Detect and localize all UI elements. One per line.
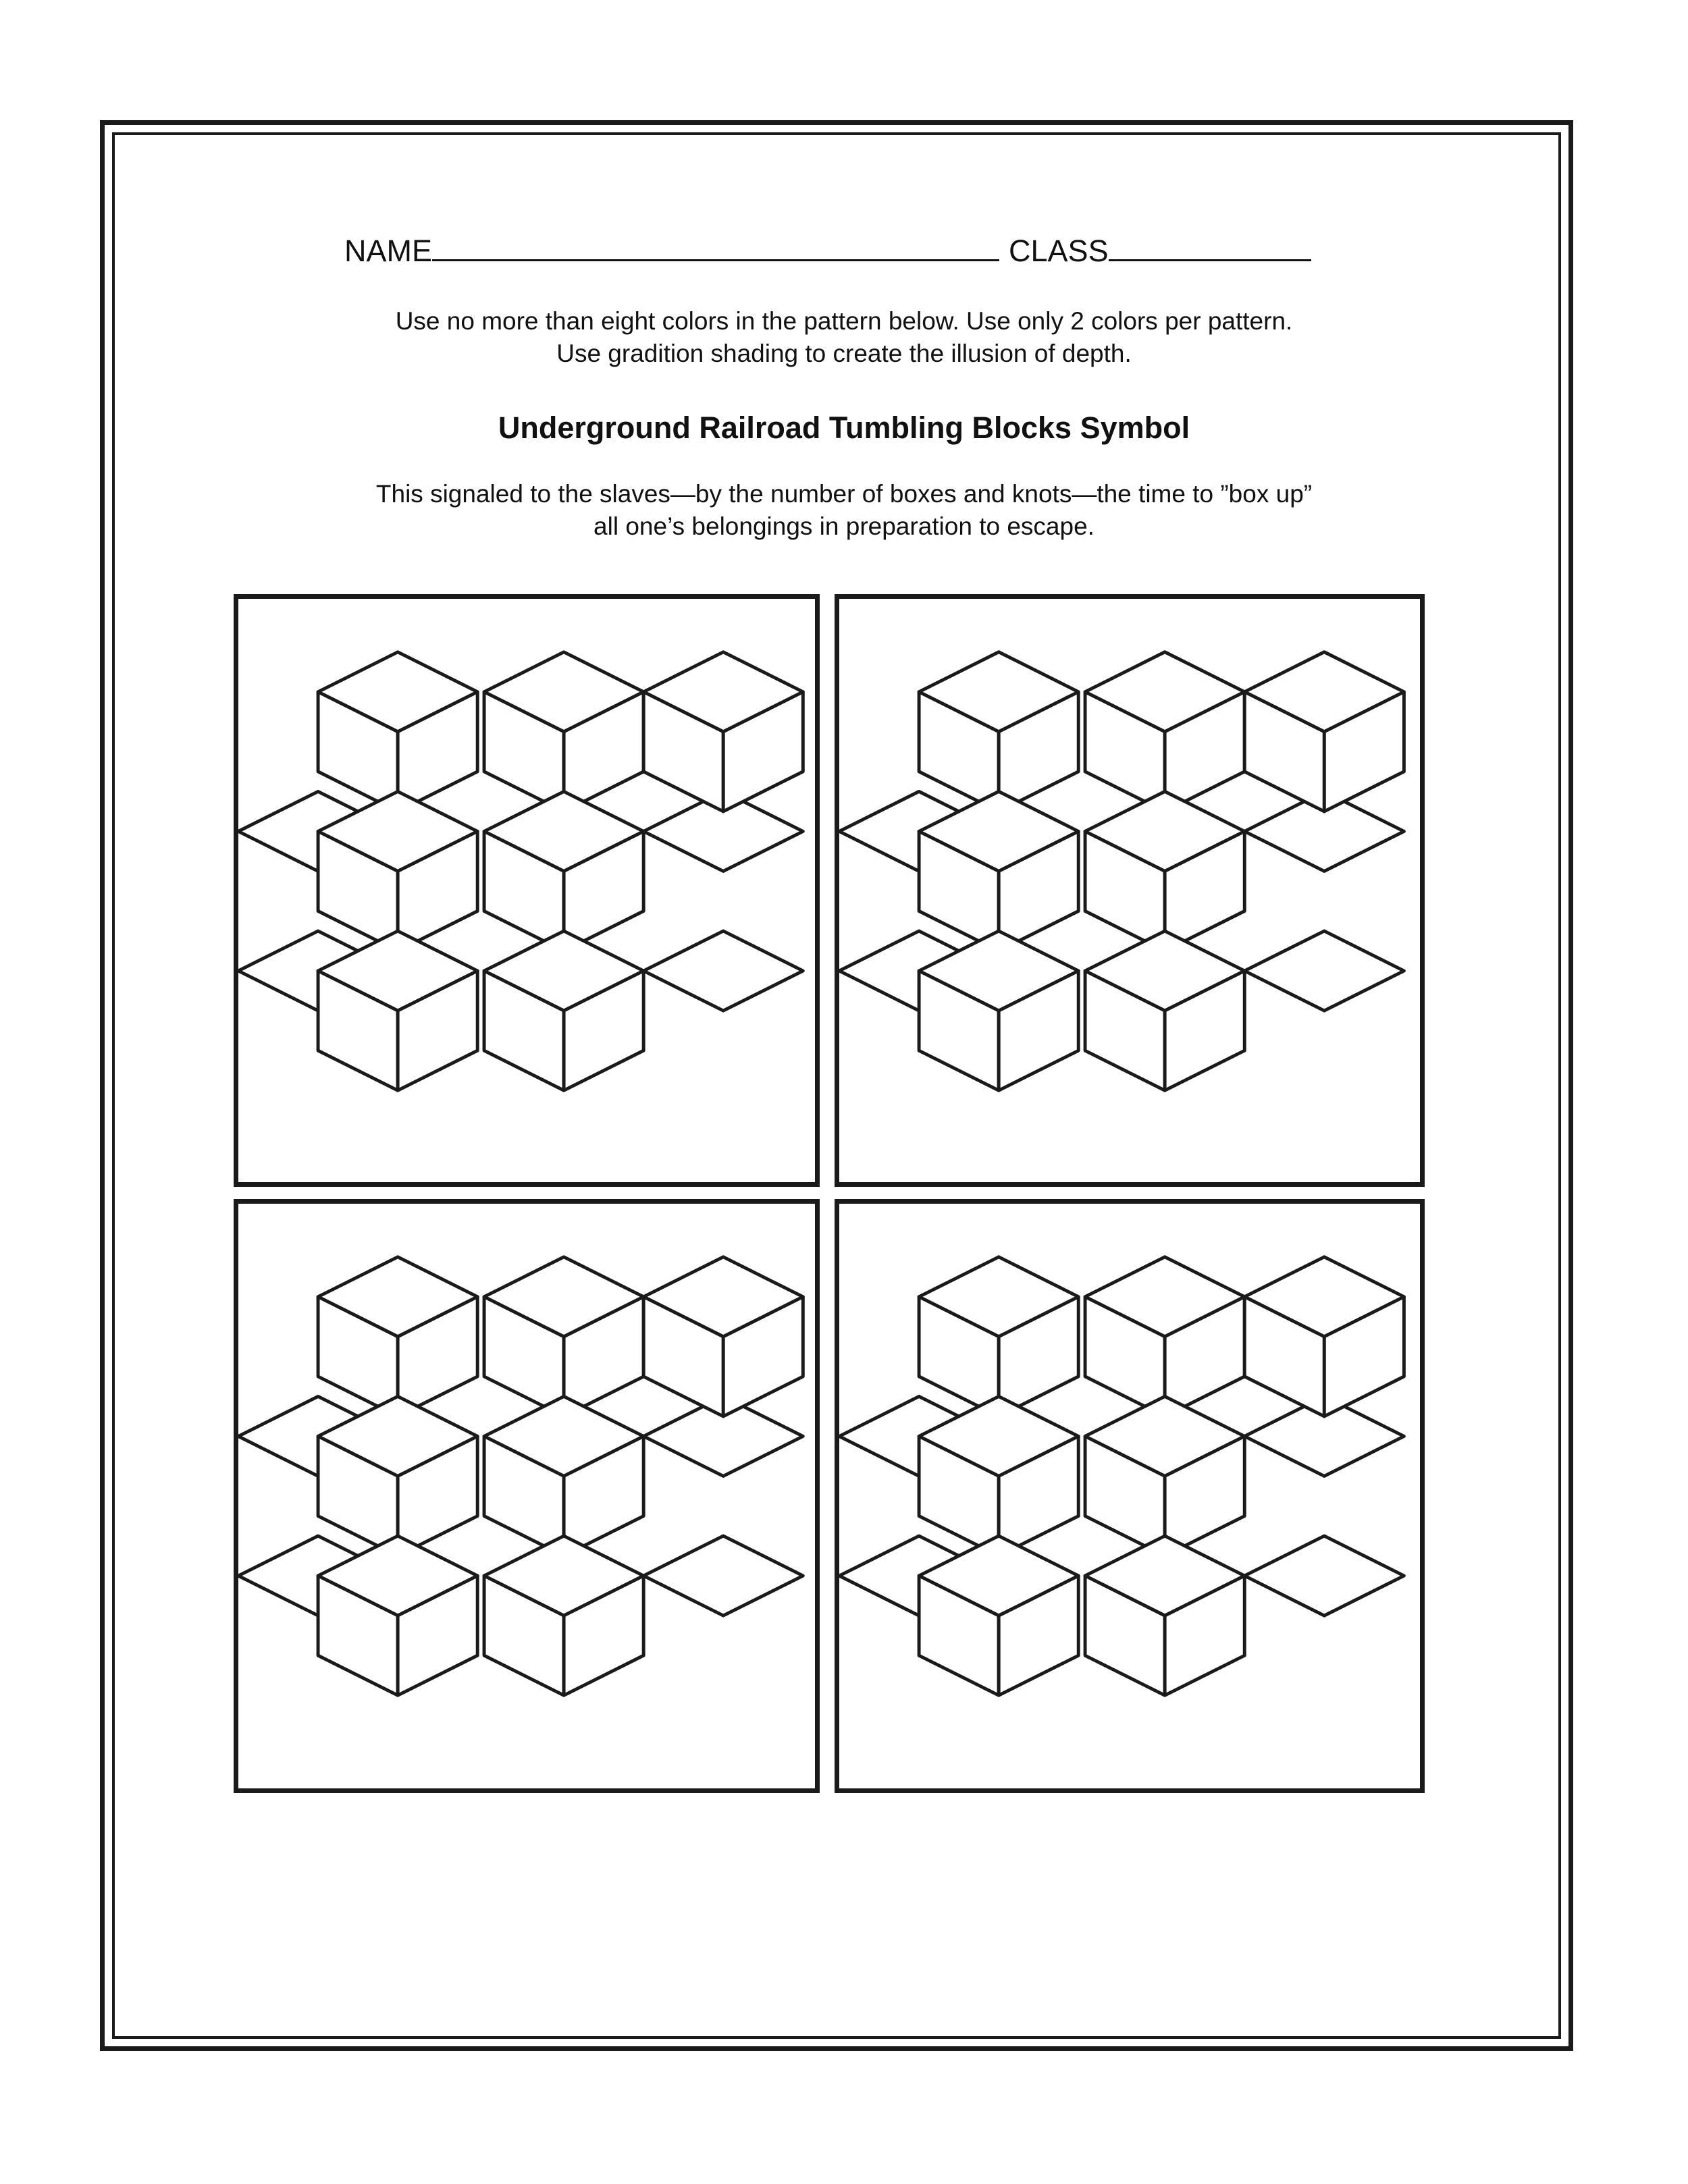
pattern-panel-1[interactable] [234, 594, 820, 1187]
tumbling-blocks-pattern [238, 1204, 815, 1788]
tumbling-blocks-pattern [839, 599, 1420, 1182]
diamond-face[interactable] [643, 931, 803, 1011]
description-line-2: all one’s belongings in preparation to escape. [594, 512, 1094, 540]
instruction-line-1: Use no more than eight colors in the pattern below. Use only 2 colors per pattern. [395, 307, 1293, 335]
instruction-line-2: Use gradition shading to create the illusion of depth. [556, 340, 1132, 367]
pattern-panel-4[interactable] [835, 1199, 1425, 1793]
description-line-1: This signaled to the slaves—by the number of boxes and knots—the time to ”box up” [375, 480, 1313, 508]
tumbling-blocks-pattern [238, 599, 815, 1182]
diamond-face[interactable] [1244, 1536, 1404, 1616]
diamond-face[interactable] [1244, 931, 1404, 1011]
class-blank[interactable] [1109, 230, 1311, 261]
diamond-face[interactable] [643, 1536, 803, 1616]
pattern-panel-2[interactable] [835, 594, 1425, 1187]
name-class-row [344, 230, 1311, 271]
name-blank[interactable] [432, 230, 999, 261]
page-title: Underground Railroad Tumbling Blocks Symbol [498, 410, 1190, 445]
pattern-panel-3[interactable] [234, 1199, 820, 1793]
name-label: NAME [344, 234, 433, 268]
tumbling-blocks-pattern [839, 1204, 1420, 1788]
class-label: CLASS [1009, 234, 1109, 268]
